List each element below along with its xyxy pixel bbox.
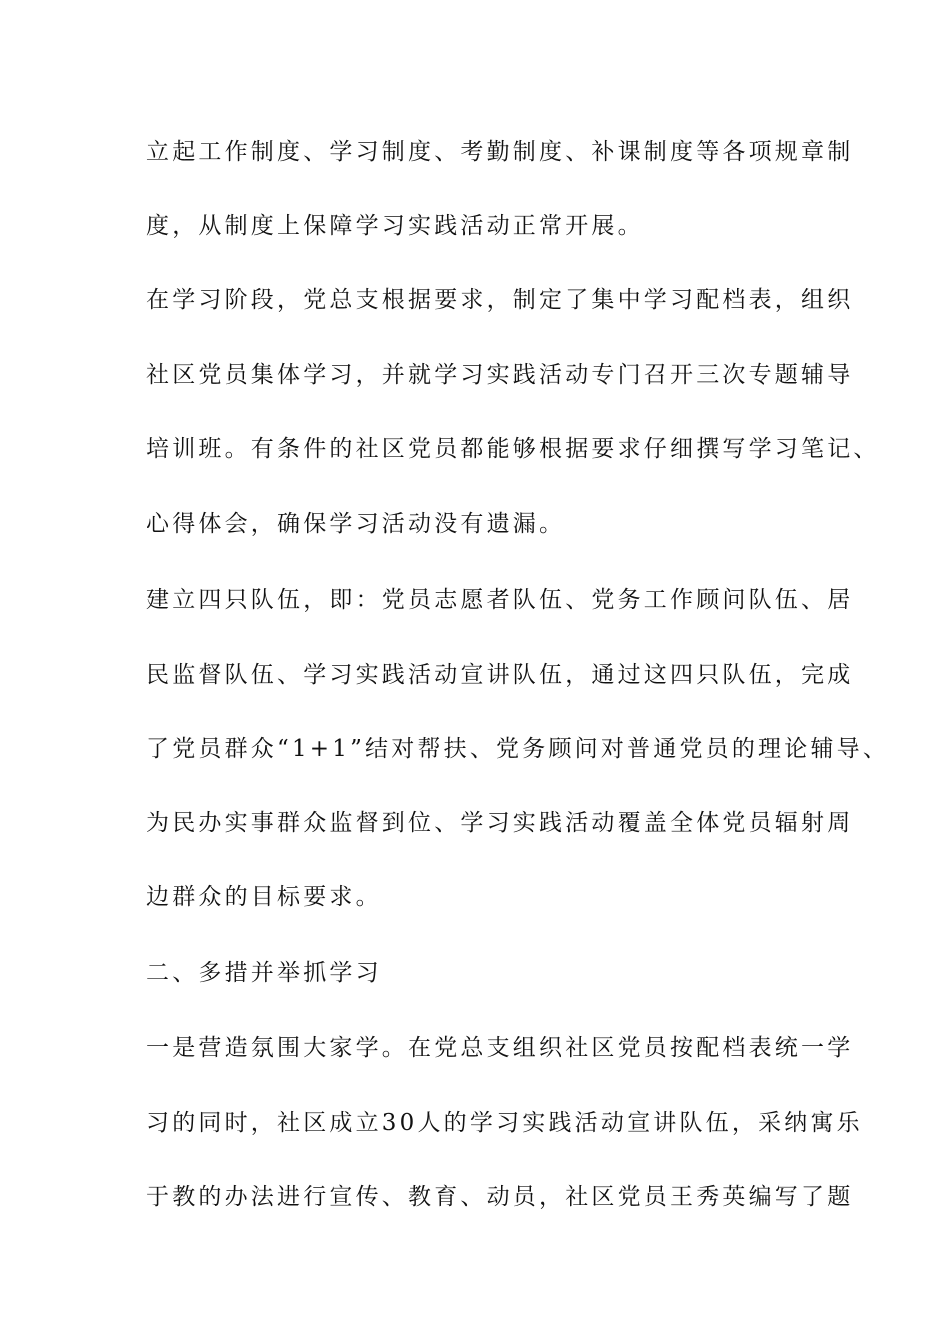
- text-line: 立起工作制度、学习制度、考勤制度、补课制度等各项规章制: [146, 139, 854, 165]
- text-line: 度，从制度上保障学习实践活动正常开展。: [146, 213, 644, 239]
- text-line: 习的同时，社区成立30人的学习实践活动宣讲队伍，采纳寓乐: [146, 1110, 863, 1136]
- text-line: 民监督队伍、学习实践活动宣讲队伍，通过这四只队伍，完成: [146, 662, 854, 688]
- text-line: 心得体会，确保学习活动没有遗漏。: [146, 511, 566, 537]
- text-line: 为民办实事群众监督到位、学习实践活动覆盖全体党员辐射周: [146, 810, 854, 836]
- text-line: 建立四只队伍，即：党员志愿者队伍、党务工作顾问队伍、居: [146, 587, 854, 613]
- text-line: 在学习阶段，党总支根据要求，制定了集中学习配档表，组织: [146, 287, 854, 313]
- section-heading: 二、多措并举抓学习: [146, 960, 382, 986]
- text-line: 培训班。有条件的社区党员都能够根据要求仔细撰写学习笔记、: [146, 436, 880, 462]
- text-line: 社区党员集体学习，并就学习实践活动专门召开三次专题辅导: [146, 362, 854, 388]
- text-line: 了党员群众“1+1”结对帮扶、党务顾问对普通党员的理论辅导、: [146, 736, 890, 762]
- text-line: 边群众的目标要求。: [146, 884, 382, 910]
- text-line: 于教的办法进行宣传、教育、动员，社区党员王秀英编写了题: [146, 1184, 854, 1210]
- text-line: 一是营造氛围大家学。在党总支组织社区党员按配档表统一学: [146, 1035, 854, 1061]
